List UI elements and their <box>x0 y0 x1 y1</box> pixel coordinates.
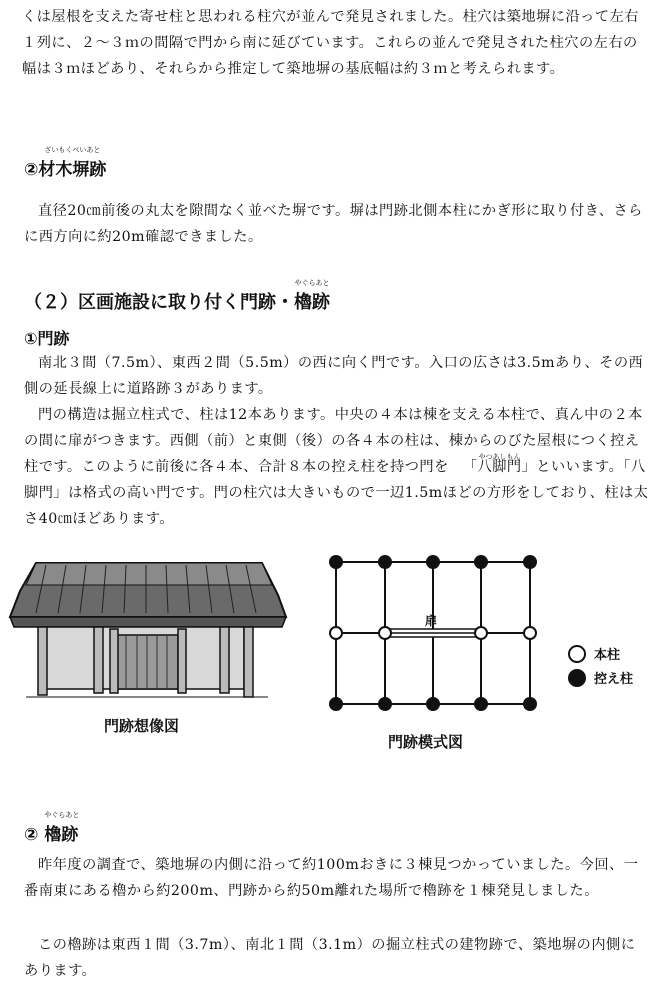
legend-label-honbashira: 本柱 <box>594 648 621 663</box>
yagura-ruby: やぐらあと <box>44 811 80 819</box>
legend-item-hikaebashira <box>568 668 633 687</box>
hakkyaku-term: やつあしもん 「八脚門」 <box>449 454 536 480</box>
yagura-title: やぐらあと 櫓跡 <box>44 811 80 845</box>
mon-para2 <box>24 402 650 532</box>
yagura-number: ② <box>24 825 39 845</box>
section2-heading <box>24 279 330 314</box>
zaimoku-body: 直径20㎝前後の丸太を隙間なく並べた塀です。塀は門跡北側本柱にかぎ形に取り付き、さらに西方向に約20m確認できました。 <box>24 203 643 245</box>
diagram-caption: 門跡模式図 <box>388 733 464 751</box>
open-circle-icon <box>568 645 586 663</box>
mon-para2-a: 門の構造は掘立柱式で、柱は12本あります。中央の４本は棟を支える本柱で、真ん中の２本の間に扉がつきます。西側（前）と東側（後）の各４本の柱は、棟からのびた屋根につく控え柱です。このように前後に各４本、合計８本の控え柱を持つ門を <box>24 407 643 475</box>
zaimoku-title: ざいもくべいあと 材木塀跡 <box>38 146 107 180</box>
zaimoku-number: ② <box>24 160 39 180</box>
gate-illustration <box>6 555 290 705</box>
mon-para2-b: といいます。「八脚門」は格式の高い門です。門の柱穴は大きいもので一辺1.5mほどの方形をしており、柱は太さ40㎝ほどあります。 <box>24 459 649 527</box>
gate-schematic-diagram <box>326 552 546 720</box>
mon-para1: 南北３間（7.5m）、東西２間（5.5m）の西に向く門です。入口の広さは3.5mあり、その西側の延長線上に道路跡３があります。 <box>24 355 644 397</box>
section2-yagura: やぐらあと 櫓跡 <box>294 279 330 313</box>
section2-prefix: （２）区画施設に取り付く門跡・ <box>24 292 294 313</box>
illustration-caption: 門跡想像図 <box>104 717 180 735</box>
mon-heading: ①門跡 <box>24 329 70 348</box>
hakkyaku-ruby: やつあしもん <box>478 453 521 461</box>
legend-label-hikaebashira: 控え柱 <box>594 672 634 687</box>
filled-circle-icon <box>568 669 586 687</box>
yagura-heading <box>24 811 80 845</box>
section2-yagura-ruby: やぐらあと <box>294 279 330 287</box>
zaimoku-heading <box>24 146 107 180</box>
zaimoku-ruby: ざいもくべいあと <box>44 146 101 154</box>
intro-paragraph: くは屋根を支えた寄せ柱と思われる柱穴が並んで発見されました。柱穴は築地塀に沿って左右１列に、２～３ｍの間隔で門から南に延びています。これらの並んで発見された柱穴の左右の幅は３ｍほどあり、それらから推定して築地塀の基底幅は約３ｍと考えられます。 <box>22 9 639 77</box>
yagura-para1: 昨年度の調査で、築地塀の内側に沿って約100mおきに３棟見つかっていました。今回、一番南東にある櫓から約200m、門跡から約50m離れた場所で櫓跡を１棟発見しました。 <box>24 857 639 899</box>
legend-item-honbashira <box>568 644 620 663</box>
door-label: 扉 <box>425 614 438 628</box>
yagura-para2: この櫓跡は東西１間（3.7m）、南北１間（3.1m）の掘立柱式の建物跡で、築地塀の内側にあります。 <box>24 937 636 979</box>
